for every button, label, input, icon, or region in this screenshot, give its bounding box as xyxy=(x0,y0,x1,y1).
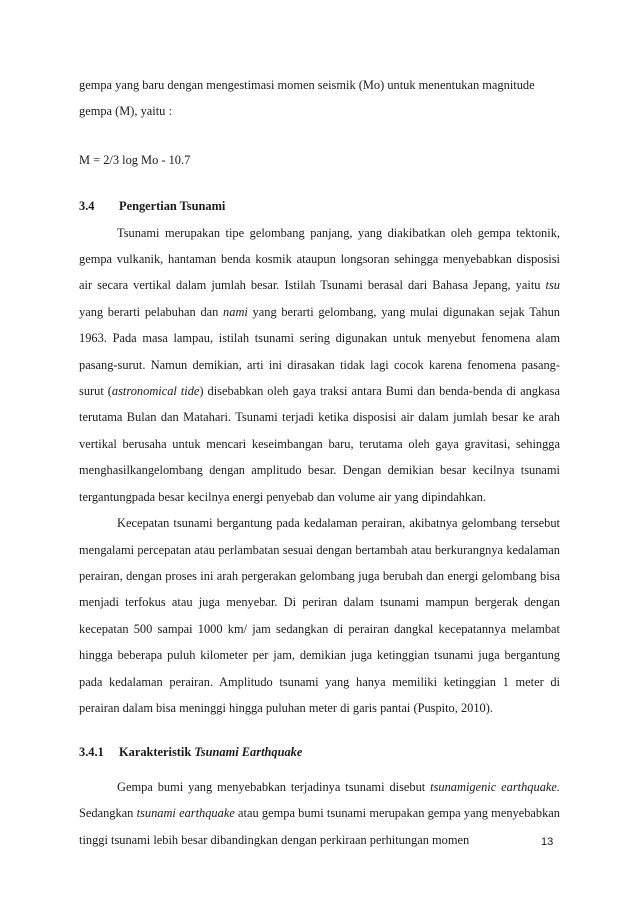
text-run: Sedangkan xyxy=(79,806,137,821)
title-italic: Tsunami Earthquake xyxy=(194,745,303,760)
term-tsunami-earthquake: tsunami earthquake xyxy=(136,806,235,821)
page-body xyxy=(79,72,560,853)
page-number: 13 xyxy=(541,836,554,848)
term-tsu: tsu xyxy=(545,278,560,293)
paragraph-tsunami-speed: Kecepatan tsunami bergantung pada kedalaman perairan, akibatnya gelombang tersebut mengalami percepatan atau perlambatan sesuai dengan bertambah atau berkurangnya kedalaman perairan, dengan proses ini arah pergerakan gelombang juga berubah dan energi gelombang bisa menjadi terfokus atau juga menyebar. Di periran dalam tsunami mampun bergerak dengan kecepatan 500 sampai 1000 km/ jam sedangkan di perairan dangkal kecepatannya melambat hingga beberapa puluh kilometer per jam, demikian juga ketinggian tsunami juga bergantung pada kedalaman perairan. Amplitudo tsunami yang hanya memiliki ketinggian 1 meter di perairan dalam bisa meninggi hingga puluhan meter di garis pantai (Puspito, 2010). xyxy=(79,516,560,715)
title-plain: Karakteristik xyxy=(119,745,195,760)
text-run: yang berarti pelabuhan dan xyxy=(79,304,224,319)
section-heading-3-4-1 xyxy=(79,739,560,765)
section-number: 3.4.1 xyxy=(79,745,104,760)
term-nami: nami xyxy=(223,304,248,319)
intro-line-2: gempa (M), yaitu : xyxy=(79,104,172,119)
text-run: Tsunami merupakan tipe gelombang panjang, yang diakibatkan oleh gempa tektonik, gempa vulkanik, hantaman benda kosmik ataupun longsoran sehingga menyebabkan disposisi air secara vertikal dalam jumlah besar. Istilah Tsunami berasal dari Bahasa Jepang, yaitu xyxy=(79,225,560,293)
paragraph-tsunami-earthquake xyxy=(79,774,560,853)
magnitude-formula: M = 2/3 log Mo - 10.7 xyxy=(79,152,191,167)
term-tsunamigenic-earthquake: tsunamigenic earthquake. xyxy=(430,779,560,794)
text-run: Gempa bumi yang menyebabkan terjadinya tsunami disebut xyxy=(117,779,431,794)
term-astronomical-tide: astronomical tide xyxy=(111,384,200,399)
paragraph-tsunami-definition xyxy=(79,220,560,510)
text-run: ) disebabkan oleh gaya traksi antara Bumi dan benda-benda di angkasa terutama Bulan dan Matahari. Tsunami terjadi ketika disposisi air dalam jumlah besar ke arah vertikal berusaha untuk mencari keseimbangan baru, terutama oleh gaya gravitasi, sehingga menghasilkangelombang dengan amplitudo besar. Dengan demikian besar kecilnya tsunami tergantungpada besar kecilnya energi penyebab dan volume air yang dipindahkan. xyxy=(79,384,560,504)
text-run: yang berarti gelombang, yang mulai digunakan sejak Tahun 1963. Pada masa lampau, istilah tsunami sering digunakan untuk menyebut fenomena alam pasang-surut. Namun demikian, arti ini dirasakan tidak lagi cocok karena fenomena pasang-surut ( xyxy=(79,304,560,399)
section-number: 3.4 xyxy=(79,199,95,214)
section-heading-3-4 xyxy=(79,193,560,219)
intro-line-1: gempa yang baru dengan mengestimasi momen seismik (Mo) untuk menentukan magnitude xyxy=(79,78,535,92)
section-title: Pengertian Tsunami xyxy=(119,199,226,214)
intro-paragraph xyxy=(79,72,560,125)
section-title xyxy=(119,739,302,765)
text-run: atau gempa bumi tsunami merupakan gempa yang menyebabkan tinggi tsunami lebih besar dibandingkan dengan perkiraan perhitungan momen xyxy=(79,806,560,847)
